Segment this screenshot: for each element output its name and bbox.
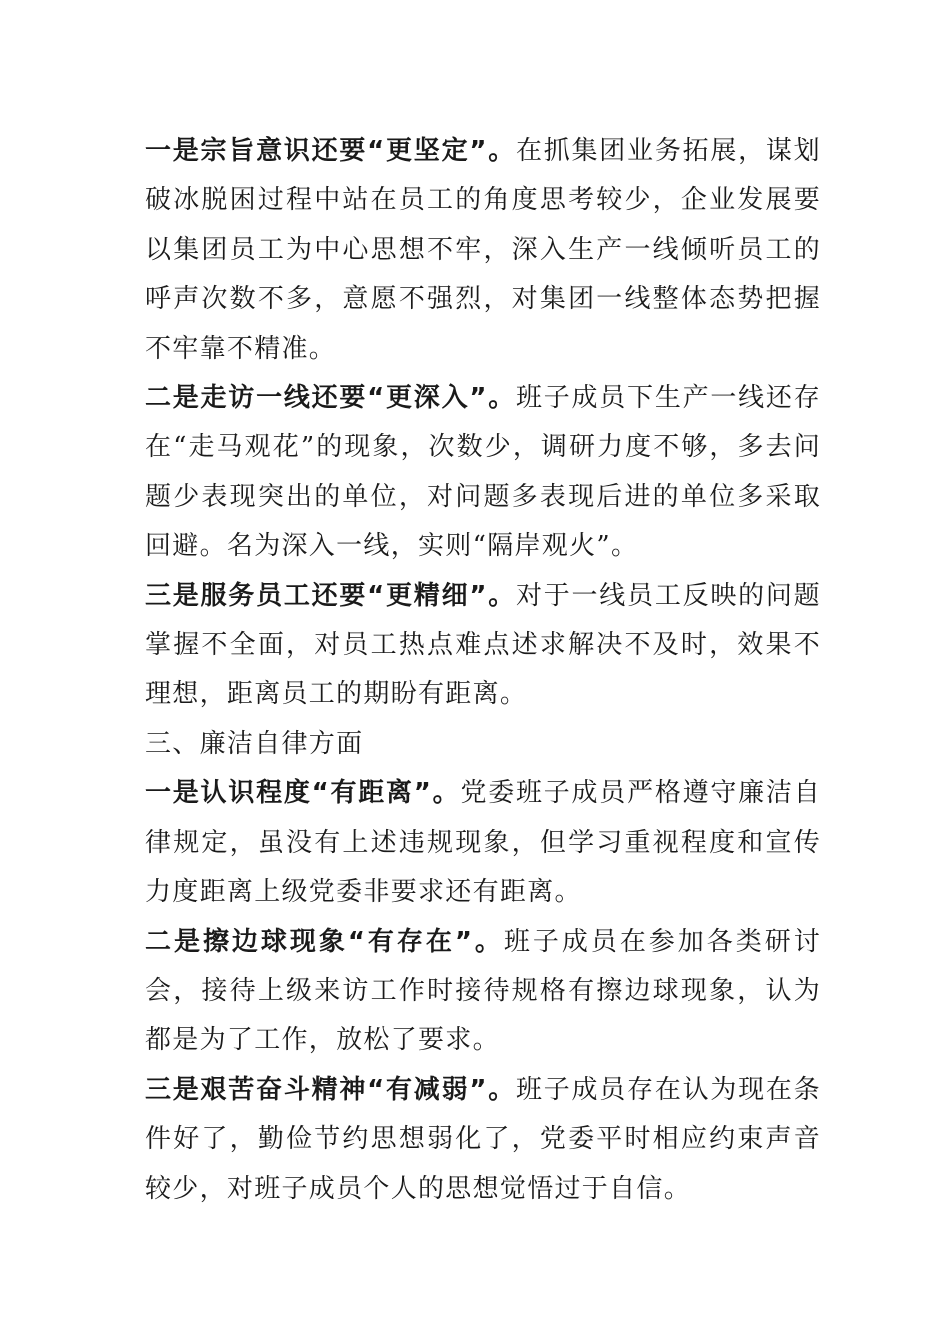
paragraph-serving-employees — [145, 572, 821, 720]
paragraph-purpose-awareness — [145, 127, 821, 374]
paragraph-edge-ball — [145, 918, 821, 1066]
paragraph-lead: 一是认识程度“有距离”。 — [145, 778, 461, 809]
paragraph-body: 党委班子成员严格遵守廉洁自律规定，虽没有上述违规现象，但学习重视程度和宣传力度距离上级党委非要求还有距离。 — [145, 778, 821, 908]
paragraph-lead: 三是服务员工还要“更精细”。 — [145, 580, 516, 611]
paragraph-lead: 一是宗旨意识还要“更坚定”。 — [145, 136, 516, 166]
paragraph-frontline-visits — [145, 374, 821, 572]
paragraph-body: 在抓集团业务拓展，谋划破冰脱困过程中站在员工的角度思考较少，企业发展要以集团员工为中心思想不牢，深入生产一线倾听员工的呼声次数不多，意愿不强烈，对集团一线整体态势把握不牢靠不精准。 — [145, 136, 821, 364]
paragraph-lead: 二是走访一线还要“更深入”。 — [145, 383, 516, 414]
paragraph-hard-work-spirit — [145, 1066, 821, 1214]
paragraph-body: 对于一线员工反映的问题掌握不全面，对员工热点难点述求解决不及时，效果不理想，距离员工的期盼有距离。 — [145, 580, 821, 710]
document-page — [145, 127, 821, 1214]
paragraph-lead: 三是艰苦奋斗精神“有减弱”。 — [145, 1074, 516, 1105]
paragraph-lead: 二是擦边球现象“有存在”。 — [145, 926, 504, 957]
paragraph-body: 班子成员存在认为现在条件好了，勤俭节约思想弱化了，党委平时相应约束声音较少，对班子成员个人的思想觉悟过于自信。 — [145, 1074, 821, 1204]
paragraph-body: 班子成员在参加各类研讨会，接待上级来访工作时接待规格有擦边球现象，认为都是为了工作，放松了要求。 — [145, 926, 821, 1056]
paragraph-awareness-level — [145, 769, 821, 917]
section-heading: 三、廉洁自律方面 — [145, 728, 364, 759]
paragraph-body: 班子成员下生产一线还存在“走马观花”的现象，次数少，调研力度不够，多去问题少表现突出的单位，对问题多表现后进的单位多采取回避。名为深入一线，实则“隔岸观火”。 — [145, 383, 821, 562]
